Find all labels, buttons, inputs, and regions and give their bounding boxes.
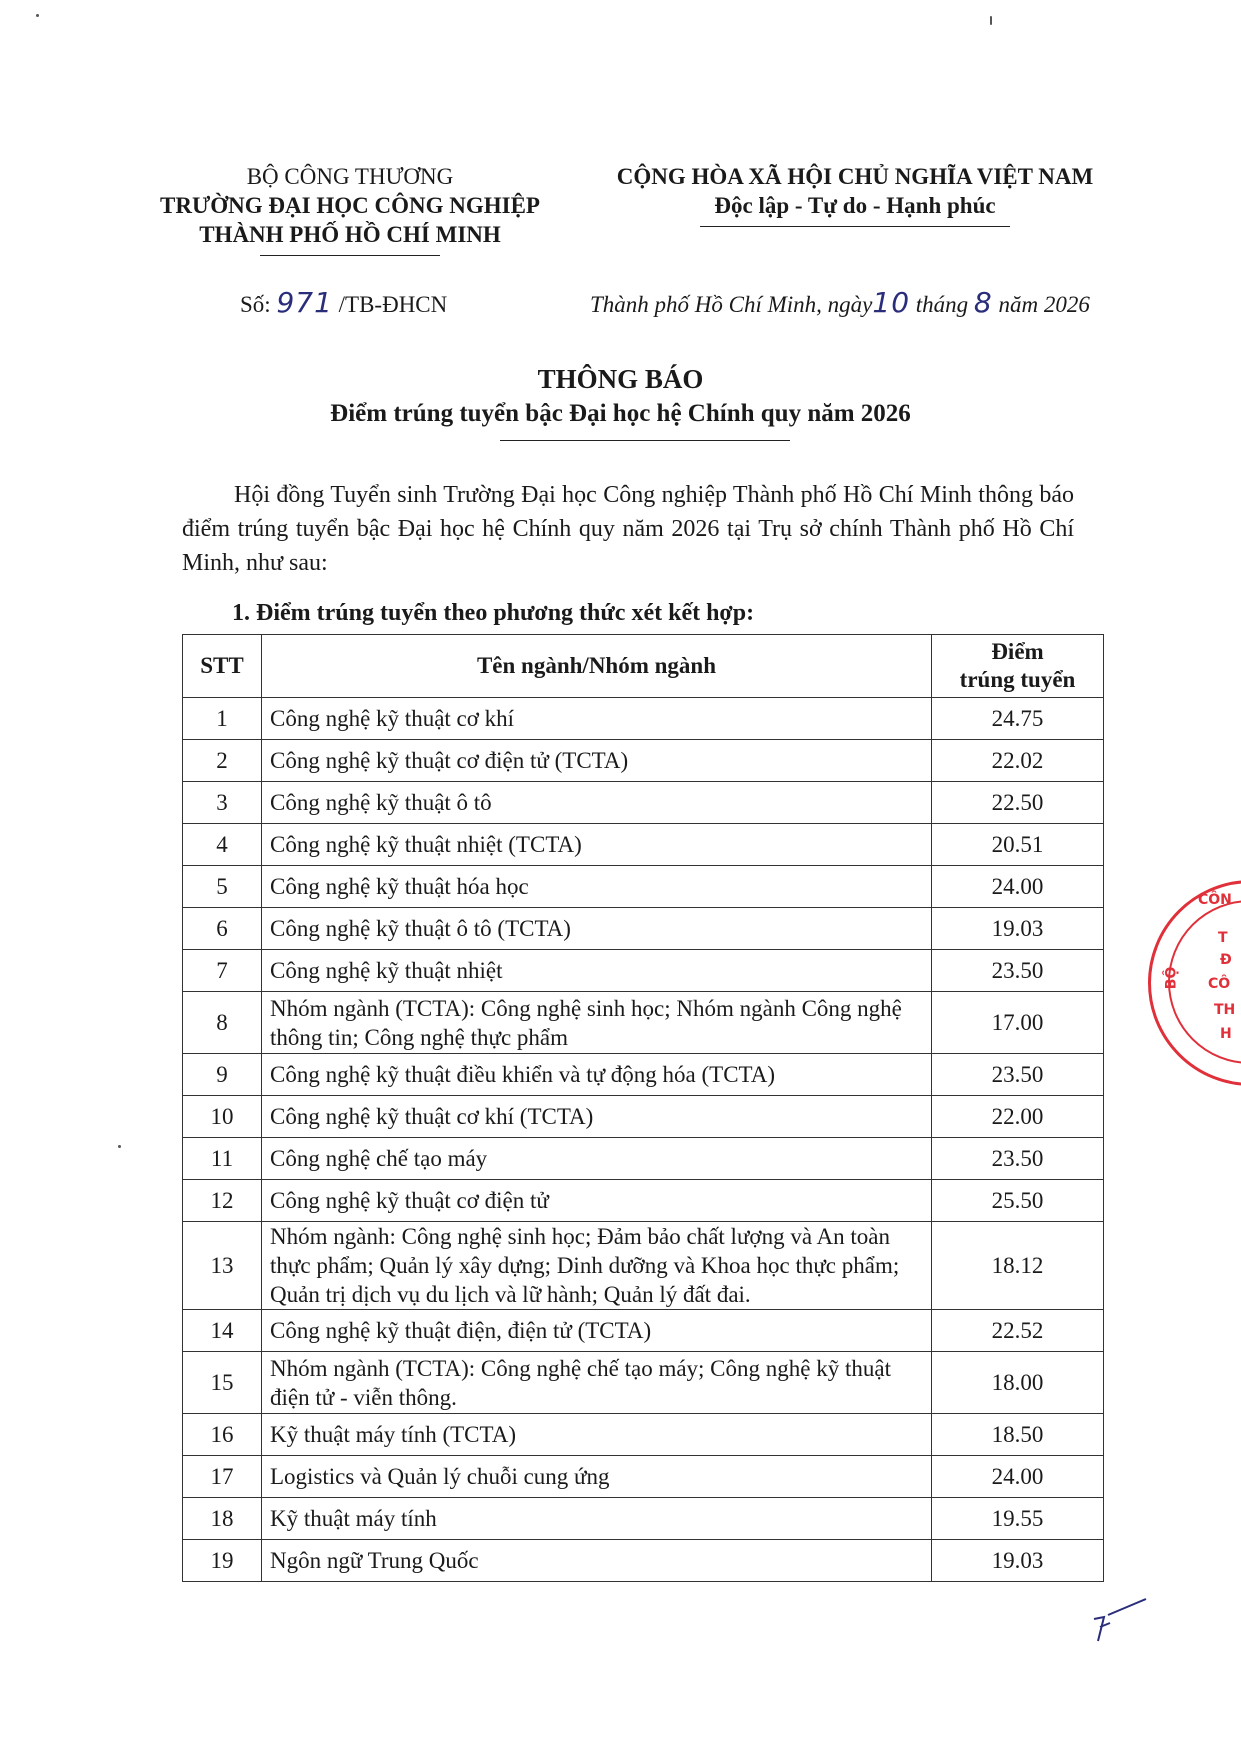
cell-major: Nhóm ngành (TCTA): Công nghệ sinh học; Nhóm ngành Công nghệ thông tin; Công nghệ thực phẩm	[262, 992, 932, 1054]
table-row	[183, 1138, 1104, 1180]
dateline-year: năm 2026	[998, 292, 1090, 317]
cell-major: Công nghệ kỹ thuật cơ điện tử (TCTA)	[262, 740, 932, 782]
table-row	[183, 1352, 1104, 1414]
cell-score: 20.51	[932, 824, 1104, 866]
ministry-name: BỘ CÔNG THƯƠNG	[246, 164, 454, 189]
cell-score: 22.52	[932, 1310, 1104, 1352]
cell-major: Logistics và Quản lý chuỗi cung ứng	[262, 1456, 932, 1498]
table-row	[183, 992, 1104, 1054]
cell-stt: 1	[183, 698, 262, 740]
scan-speck	[990, 16, 992, 25]
cell-stt: 19	[183, 1540, 262, 1582]
table-row	[183, 698, 1104, 740]
header-major: Tên ngành/Nhóm ngành	[262, 635, 932, 698]
cell-score: 22.02	[932, 740, 1104, 782]
table-row	[183, 1456, 1104, 1498]
cell-major: Công nghệ chế tạo máy	[262, 1138, 932, 1180]
dateline	[590, 286, 1090, 319]
school-name-line1: TRƯỜNG ĐẠI HỌC CÔNG NGHIỆP	[160, 193, 540, 218]
dateline-place: Thành phố Hồ Chí Minh, ngày	[590, 292, 873, 317]
cell-score: 24.75	[932, 698, 1104, 740]
cell-stt: 6	[183, 908, 262, 950]
cell-major: Công nghệ kỹ thuật hóa học	[262, 866, 932, 908]
cell-stt: 16	[183, 1414, 262, 1456]
cell-stt: 13	[183, 1222, 262, 1310]
cell-stt: 14	[183, 1310, 262, 1352]
cell-stt: 7	[183, 950, 262, 992]
national-motto: Độc lập - Tự do - Hạnh phúc	[714, 193, 996, 218]
table-row	[183, 1310, 1104, 1352]
cell-score: 19.03	[932, 908, 1104, 950]
table-row	[183, 950, 1104, 992]
cell-score: 23.50	[932, 1054, 1104, 1096]
cell-major: Công nghệ kỹ thuật cơ khí (TCTA)	[262, 1096, 932, 1138]
page-subtitle: Điểm trúng tuyển bậc Đại học hệ Chính quy năm 2026	[330, 400, 911, 427]
cell-stt: 3	[183, 782, 262, 824]
table-row	[183, 1180, 1104, 1222]
table-row	[183, 866, 1104, 908]
section-heading: 1. Điểm trúng tuyển theo phương thức xét kết hợp:	[232, 600, 755, 626]
stamp-text-fragment: H	[1220, 1026, 1232, 1042]
header-stt: STT	[183, 635, 262, 698]
cell-major: Công nghệ kỹ thuật điện, điện tử (TCTA)	[262, 1310, 932, 1352]
table-row	[183, 1222, 1104, 1310]
page-title: THÔNG BÁO	[537, 364, 704, 394]
cell-stt: 5	[183, 866, 262, 908]
doc-number-suffix: /TB-ĐHCN	[338, 292, 448, 317]
table-row	[183, 740, 1104, 782]
cell-score: 25.50	[932, 1180, 1104, 1222]
table-row	[183, 908, 1104, 950]
cell-stt: 15	[183, 1352, 262, 1414]
cell-score: 24.00	[932, 1456, 1104, 1498]
initials-signature-mark	[1090, 1597, 1150, 1647]
dateline-month: 8	[973, 286, 993, 319]
cell-major: Công nghệ kỹ thuật nhiệt	[262, 950, 932, 992]
stamp-text-fragment: BỘ	[1163, 966, 1180, 990]
cell-stt: 10	[183, 1096, 262, 1138]
admission-score-table	[182, 634, 1104, 1582]
stamp-text-fragment: TH	[1214, 1002, 1236, 1018]
cell-major: Công nghệ kỹ thuật nhiệt (TCTA)	[262, 824, 932, 866]
cell-stt: 17	[183, 1456, 262, 1498]
doc-number-handwritten: 971	[276, 286, 333, 319]
cell-major: Công nghệ kỹ thuật cơ điện tử	[262, 1180, 932, 1222]
table-row	[183, 782, 1104, 824]
issuer-underline	[260, 255, 440, 256]
issuer-block	[130, 162, 570, 256]
stamp-text-fragment: CÔ	[1208, 976, 1231, 992]
cell-major: Công nghệ kỹ thuật ô tô	[262, 782, 932, 824]
cell-score: 18.00	[932, 1352, 1104, 1414]
header-score-line1: Điểm	[991, 639, 1044, 664]
cell-score: 23.50	[932, 950, 1104, 992]
header-score-line2: trúng tuyển	[959, 667, 1076, 692]
cell-major: Nhóm ngành (TCTA): Công nghệ chế tạo máy; Công nghệ kỹ thuật điện tử - viễn thông.	[262, 1352, 932, 1414]
header-score	[932, 635, 1104, 698]
intro-text: Hội đồng Tuyển sinh Trường Đại học Công nghiệp Thành phố Hồ Chí Minh thông báo điểm trúng tuyển bậc Đại học hệ Chính quy năm 2026 tại Trụ sở chính Thành phố Hồ Chí Minh, như sau:	[182, 482, 1074, 576]
cell-major: Kỹ thuật máy tính (TCTA)	[262, 1414, 932, 1456]
cell-stt: 4	[183, 824, 262, 866]
cell-stt: 18	[183, 1498, 262, 1540]
cell-major: Công nghệ kỹ thuật ô tô (TCTA)	[262, 908, 932, 950]
table-header-row	[183, 635, 1104, 698]
table-row	[183, 824, 1104, 866]
cell-score: 24.00	[932, 866, 1104, 908]
cell-stt: 9	[183, 1054, 262, 1096]
cell-score: 22.00	[932, 1096, 1104, 1138]
cell-score: 18.12	[932, 1222, 1104, 1310]
stamp-text-fragment: CÔN	[1198, 892, 1232, 908]
table-row	[183, 1414, 1104, 1456]
dateline-day: 10	[872, 286, 911, 319]
cell-major: Ngôn ngữ Trung Quốc	[262, 1540, 932, 1582]
cell-major: Nhóm ngành: Công nghệ sinh học; Đảm bảo chất lượng và An toàn thực phẩm; Quản lý xây dựng; Dinh dưỡng và Khoa học thực phẩm; Quản trị dịch vụ du lịch và lữ hành; Quản lý đất đai.	[262, 1222, 932, 1310]
cell-stt: 11	[183, 1138, 262, 1180]
table-row	[183, 1054, 1104, 1096]
cell-stt: 8	[183, 992, 262, 1054]
intro-paragraph	[182, 478, 1074, 580]
table-row	[183, 1540, 1104, 1582]
cell-major: Công nghệ kỹ thuật cơ khí	[262, 698, 932, 740]
cell-score: 23.50	[932, 1138, 1104, 1180]
table-body	[183, 698, 1104, 1582]
school-name-line2: THÀNH PHỐ HỒ CHÍ MINH	[199, 222, 501, 247]
stamp-text-fragment: T	[1218, 930, 1228, 946]
subtitle-underline	[500, 440, 790, 441]
stamp-text-fragment: Đ	[1220, 952, 1232, 968]
cell-score: 17.00	[932, 992, 1104, 1054]
country-name: CỘNG HÒA XÃ HỘI CHỦ NGHĨA VIỆT NAM	[616, 164, 1094, 189]
document-number	[240, 286, 447, 319]
scan-speck	[36, 14, 39, 17]
table-row	[183, 1096, 1104, 1138]
cell-score: 19.55	[932, 1498, 1104, 1540]
national-header	[590, 162, 1120, 227]
doc-number-prefix: Số:	[240, 292, 271, 317]
cell-score: 18.50	[932, 1414, 1104, 1456]
motto-underline	[700, 226, 1010, 227]
cell-major: Công nghệ kỹ thuật điều khiển và tự động hóa (TCTA)	[262, 1054, 932, 1096]
cell-stt: 12	[183, 1180, 262, 1222]
cell-stt: 2	[183, 740, 262, 782]
cell-major: Kỹ thuật máy tính	[262, 1498, 932, 1540]
scan-speck	[118, 1145, 121, 1148]
table-row	[183, 1498, 1104, 1540]
dateline-month-label: tháng	[915, 292, 969, 317]
cell-score: 19.03	[932, 1540, 1104, 1582]
cell-score: 22.50	[932, 782, 1104, 824]
